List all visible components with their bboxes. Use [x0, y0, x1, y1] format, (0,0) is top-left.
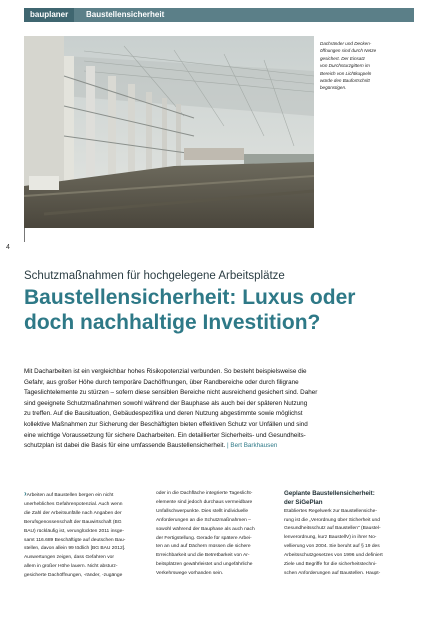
- column-line: Gesundheitsschutz auf Baustellen" (Baustel-: [284, 526, 381, 532]
- page-divider: [24, 228, 25, 242]
- lead-line: Gefahr, aus großer Höhe durch temporäre Dachöffnungen, über Randbereiche oder durch filigrane: [24, 378, 299, 386]
- body-column-2: [156, 490, 276, 579]
- column-line: Arbeiten auf Baustellen bergen ein nicht: [26, 493, 114, 498]
- lead-paragraph: [24, 367, 317, 452]
- caption-line: Dachränder und Decken-: [320, 41, 372, 46]
- column-line: Erreichbarkeit und die Betretbarkeit von Ar-: [156, 553, 250, 559]
- section-heading: der SiGePlan: [284, 498, 323, 506]
- lead-line: eine wichtige Voraussetzung für sichere Dacharbeiten. Ein detaillierter Sicherheits- und Gesundheits-: [24, 431, 306, 439]
- column-line: Unfallschwerpunkte. Dies stellt individuelle: [156, 508, 249, 514]
- lead-line: Mit Dacharbeiten ist ein vergleichbar hohes Risikopotenzial verbunden. So besteht beispielsweise die: [24, 368, 307, 375]
- author-byline: | Bert Barkhausen: [227, 442, 278, 450]
- lead-line: kollektive Maßnahmen zur Sicherung der Beschäftigten bieten effektiven Schutz vor Unfällen und sind: [24, 420, 308, 428]
- lead-last-line: [24, 441, 317, 452]
- column-line: Anforderungen an die Schutzmaßnahmen –: [156, 517, 251, 523]
- page-number: 4: [6, 244, 10, 251]
- column-first-line: [24, 490, 150, 501]
- column-line: samt 116.689 Beschäftigte auf deutschen Bau-: [24, 537, 126, 543]
- column-line: oder in die Dachfläche integrierte Tageslicht-: [156, 491, 253, 496]
- column-line: ten an und auf Dächern müssen die sichere: [156, 544, 251, 550]
- caption-line: öffnungen sind durch Netze: [320, 48, 377, 54]
- column-line: BAU) rückläufig ist, verunglückten 2011 insge-: [24, 528, 124, 534]
- column-line: vellierung von 2004. Sie beruht auf § 19 des: [284, 544, 380, 550]
- caption-line: Bereich von Lichtkuppeln: [320, 70, 372, 76]
- chevron-right-icon: ›: [24, 489, 27, 498]
- column-line: elemente sind jedoch durchaus vermeidbare: [156, 499, 253, 505]
- column-line: beitsplätzen gewährleistet und ungefährliche: [156, 562, 253, 568]
- section-title: Baustellensicherheit: [86, 10, 165, 19]
- column-line: allem in großer Höhe lauern. Nicht absturz-: [24, 564, 118, 570]
- column-line: sowohl während der Bauphase als auch nach: [156, 526, 255, 532]
- article-kicker: Schutzmaßnahmen für hochgelegene Arbeitsplätze: [24, 270, 285, 282]
- body-column-3: [284, 490, 416, 579]
- caption-line: von Durchsturzgittern im: [320, 63, 370, 69]
- column-line: gesicherte Dachöffnungen, -ränder, -zugänge: [24, 573, 123, 579]
- brand-label: bauplaner: [24, 8, 74, 22]
- column-line: Verkehrswege vorhanden sein.: [156, 571, 224, 577]
- column-line: unerhebliches Gefahrenpotenzial. Auch wenn: [24, 501, 123, 507]
- column-line: Auswertungen zeigen, dass Gefahren vor: [24, 555, 114, 561]
- caption-line: würde den Baufortschritt: [320, 78, 370, 84]
- headline-line-2: doch nachhaltige Investition?: [24, 311, 321, 334]
- photo-caption: [320, 40, 416, 92]
- section-heading: Geplante Baustellensicherheit:: [284, 490, 375, 497]
- column-line: Etabliertes Regelwerk zur Baustellensiche-: [284, 508, 377, 514]
- lead-line: zu treffen. Auf die Bausituation, Gebäudespezifika und deren Nutzung abgestimmte sowie möglichst: [24, 410, 303, 418]
- column-line: der Fertigstellung. Gerade für spätere Arbei-: [156, 535, 252, 541]
- construction-site-photo: [24, 36, 314, 228]
- column-line: stellen, davon allein 99 tödlich [BG BAU 2012].: [24, 546, 126, 552]
- page-header: [24, 8, 414, 22]
- caption-line: gesichert. Der Einsatz: [320, 55, 365, 61]
- caption-line: begünstigen.: [320, 85, 347, 91]
- lead-line: Tageslichtelemente zu stürzen – sofern diese sensiblen Bereiche nicht ausreichend gesichert sind. Daher: [24, 389, 318, 397]
- column-line: Ziele und Begriffe für die sicherheitstechni-: [284, 562, 377, 568]
- lead-line: schutzplan ist dabei die Basis für eine umfassende Baustellensicherheit.: [24, 442, 226, 450]
- construction-site-photo-icon: [24, 36, 314, 228]
- column-line: Arbeitsschutzgesetzes von 1996 und definiert: [284, 553, 383, 559]
- body-column-1: [24, 490, 150, 581]
- column-line: schen Anforderungen auf Baustellen. Haupt-: [284, 570, 381, 576]
- column-line: lenverordnung, kurz BaustellV) in ihrer No-: [284, 535, 377, 541]
- lead-line: sind geeignete Schutzmaßnahmen sowohl während der Bauphase als auch bei der späteren Nutzung: [24, 399, 308, 407]
- headline-line-1: Baustellensicherheit: Luxus oder: [24, 286, 356, 309]
- column-line: die Zahl der Arbeitsunfälle nach Angaben der: [24, 510, 122, 516]
- column-line: Berufsgenossenschaft der Bauwirtschaft (BG: [24, 519, 122, 525]
- column-line: rung ist die „Verordnung über Sicherheit und: [284, 517, 380, 523]
- article-headline: [24, 285, 355, 335]
